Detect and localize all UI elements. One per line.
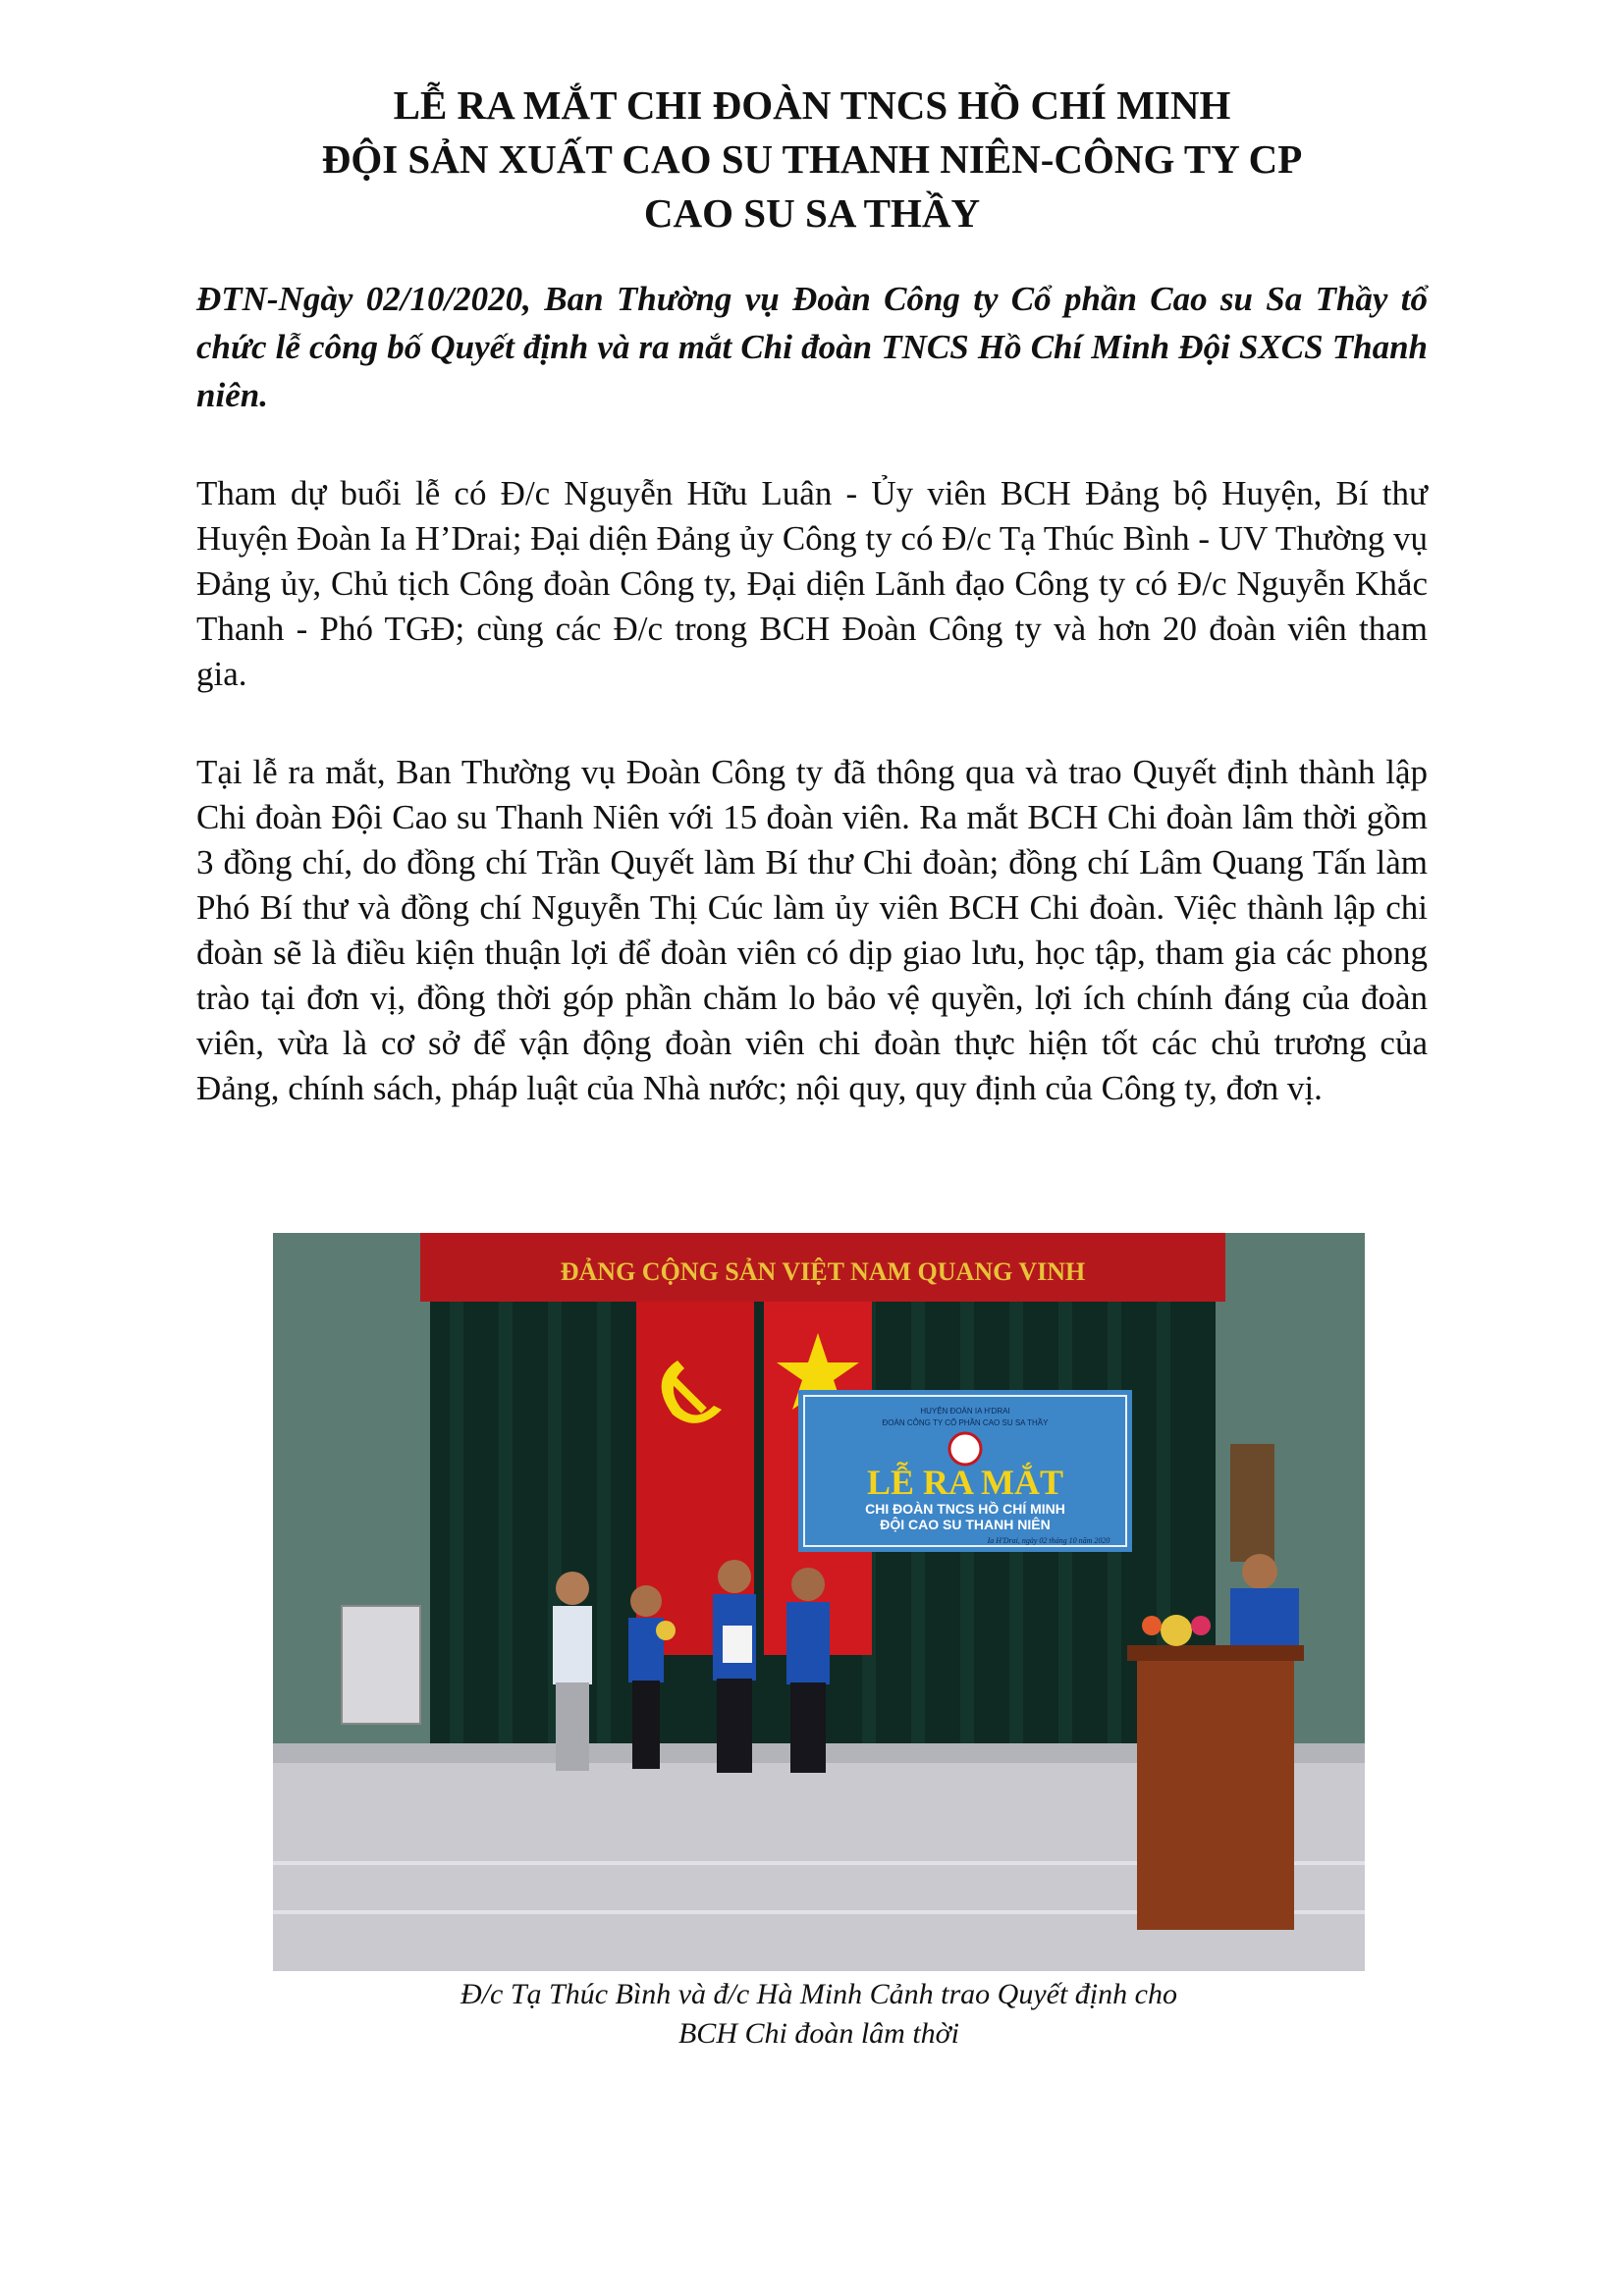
lead-paragraph: ĐTN-Ngày 02/10/2020, Ban Thường vụ Đoàn Công ty Cổ phần Cao su Sa Thầy tổ chức lễ công bố Quyết định và ra mắt Chi đoàn TNCS Hồ Chí Minh Đội SXCS Thanh niên. bbox=[196, 280, 1428, 414]
sign-small-line-2: ĐOÀN CÔNG TY CỔ PHẦN CAO SU SA THẦY bbox=[882, 1418, 1049, 1427]
speaker-cabinet bbox=[342, 1606, 420, 1724]
caption-line-2: BCH Chi đoàn lâm thời bbox=[677, 2017, 960, 2050]
ceremony-sign bbox=[798, 1390, 1132, 1552]
youth-union-logo-icon bbox=[949, 1433, 981, 1465]
body-paragraph-attendees: Tham dự buổi lễ có Đ/c Nguyễn Hữu Luân - Ủy viên BCH Đảng bộ Huyện, Bí thư Huyện Đoàn Ia H’Drai; Đại diện Đảng ủy Công ty có Đ/c Tạ Thúc Bình - UV Thường vụ Đảng ủy, Chủ tịch Công đoàn Công ty, Đại diện Lãnh đạo Công ty có Đ/c Nguyễn Khắc Thanh - Phó TGĐ; cùng các Đ/c trong BCH Đoàn Công ty và hơn 20 đoàn viên tham gia. bbox=[196, 474, 1428, 693]
stage-banner-text: ĐẢNG CỘNG SẢN VIỆT NAM QUANG VINH bbox=[560, 1257, 1086, 1286]
ceremony-photo bbox=[273, 1233, 1365, 1971]
article-title bbox=[196, 79, 1428, 240]
sign-line-1: CHI ĐOÀN TNCS HỒ CHÍ MINH bbox=[865, 1501, 1065, 1517]
sign-title: LỄ RA MẮT bbox=[866, 1463, 1064, 1502]
caption-line-1: Đ/c Tạ Thúc Bình và đ/c Hà Minh Cảnh trao Quyết định cho bbox=[460, 1978, 1177, 2010]
photo-caption bbox=[273, 1975, 1365, 2054]
sign-small-line-1: HUYỆN ĐOÀN IA H'DRAI bbox=[920, 1407, 1010, 1415]
sign-line-2: ĐỘI CAO SU THANH NIÊN bbox=[880, 1517, 1051, 1532]
body-paragraph-ceremony: Tại lễ ra mắt, Ban Thường vụ Đoàn Công ty đã thông qua và trao Quyết định thành lập Chi đoàn Đội Cao su Thanh Niên với 15 đoàn viên. Ra mắt BCH Chi đoàn lâm thời gồm 3 đồng chí, do đồng chí Trần Quyết làm Bí thư Chi đoàn; đồng chí Lâm Quang Tấn làm Phó Bí thư và đồng chí Nguyễn Thị Cúc làm ủy viên BCH Chi đoàn. Việc thành lập chi đoàn sẽ là điều kiện thuận lợi để đoàn viên có dịp giao lưu, học tập, tham gia các phong trào tại đơn vị, đồng thời góp phần chăm lo bảo vệ quyền, lợi ích chính đáng của đoàn viên, vừa là cơ sở để vận động đoàn viên chi đoàn thực hiện tốt các chủ trương của Đảng, chính sách, pháp luật của Nhà nước; nội quy, quy định của Công ty, đơn vị. bbox=[196, 753, 1428, 1107]
title-line-2: ĐỘI SẢN XUẤT CAO SU THANH NIÊN-CÔNG TY CP bbox=[321, 136, 1303, 182]
title-line-3: CAO SU SA THẦY bbox=[643, 190, 981, 236]
sign-date: Ia H'Drai, ngày 02 tháng 10 năm 2020 bbox=[987, 1536, 1110, 1545]
title-line-1: LỄ RA MẮT CHI ĐOÀN TNCS HỒ CHÍ MINH bbox=[393, 82, 1231, 128]
